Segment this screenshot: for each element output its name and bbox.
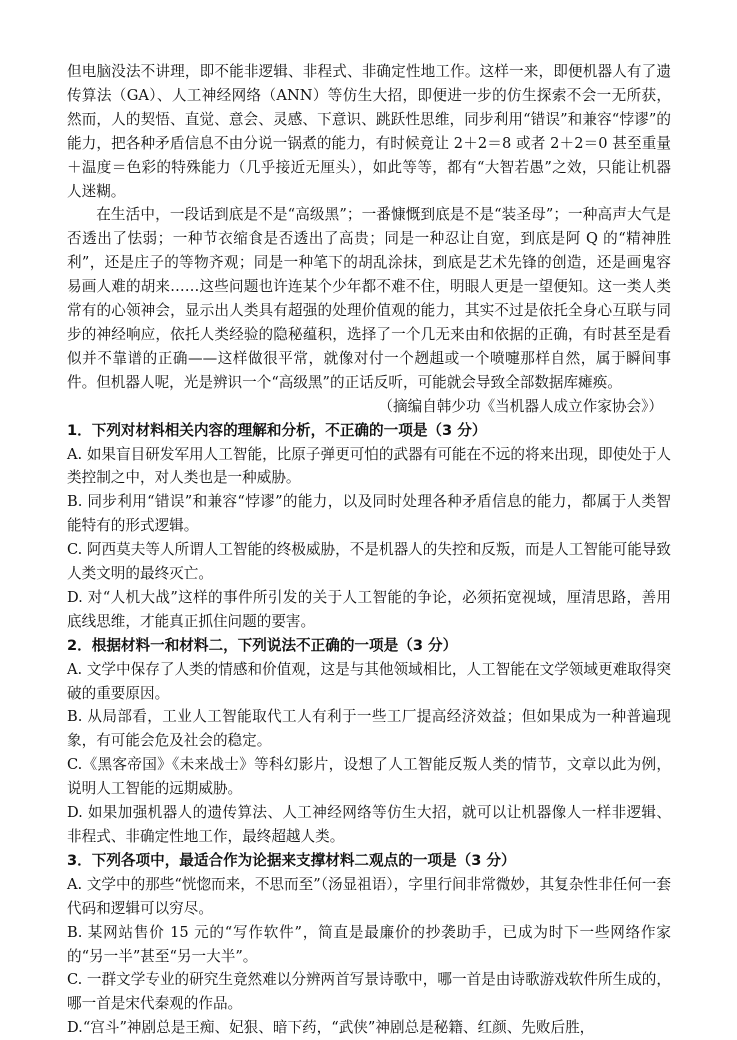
question-2 — [67, 634, 671, 849]
question-1-option-c: C. 阿西莫夫等人所谓人工智能的终极威胁，不是机器人的失控和反叛，而是人工智能可能导致人类文明的最终灭亡。 — [67, 541, 671, 583]
question-3-title: 3．下列各项中，最适合作为论据来支撑材料二观点的一项是（3 分） — [67, 851, 516, 869]
passage-source: （摘编自韩少功《当机器人成立作家协会》） — [378, 397, 663, 415]
question-2-title: 2．根据材料一和材料二，下列说法不正确的一项是（3 分） — [67, 636, 458, 654]
question-3-option-d: D.“宫斗”神剧总是王痴、妃狠、暗下药，“武侠”神剧总是秘籍、红颜、先败后胜， — [67, 1019, 595, 1037]
passage-paragraph-1: 但电脑没法不讲理，即不能非逻辑、非程式、非确定性地工作。这样一来，即便机器人有了遗传算法（GA）、人工神经网络（ANN）等仿生大招，即便进一步的仿生探索不会一无所获，然而，人的契悟、直觉、意会、灵感、下意识、跳跃性思维，同步利用“错误”和兼容“悖谬”的能力，把各种矛盾信息不由分说一锅煮的能力，有时候竟让 2＋2＝8 或者 2＋2＝0 甚至重量＋温度＝色彩的特殊能力（几乎接近无厘头），如此等等，都有“大智若愚”之效，只能让机器人迷糊。 — [67, 63, 671, 200]
question-2-option-c: C.《黑客帝国》《未来战士》等科幻影片，设想了人工智能反叛人类的情节，文章以此为例，说明人工智能的远期威胁。 — [67, 756, 671, 798]
question-2-option-a: A. 文学中保存了人类的情感和价值观，这是与其他领域相比，人工智能在文学领域更难取得突破的重要原因。 — [67, 660, 671, 702]
question-3-option-a: A. 文学中的那些“恍惚而来，不思而至”（汤显祖语），字里行间非常微妙，其复杂性非任何一套代码和逻辑可以穷尽。 — [67, 875, 671, 917]
question-3-option-c: C. 一群文学专业的研究生竟然难以分辨两首写景诗歌中，哪一首是由诗歌游戏软件所生成的，哪一首是宋代秦观的作品。 — [67, 971, 671, 1013]
question-2-option-d: D. 如果加强机器人的遗传算法、人工神经网络等仿生大招，就可以让机器像人一样非逻辑、非程式、非确定性地工作，最终超越人类。 — [67, 804, 671, 845]
question-3 — [67, 849, 671, 1040]
question-2-option-b: B. 从局部看，工业人工智能取代工人有利于一些工厂提高经济效益；但如果成为一种普遍现象，有可能会危及社会的稳定。 — [67, 708, 671, 750]
question-1 — [67, 419, 671, 634]
question-1-title: 1．下列对材料相关内容的理解和分析，不正确的一项是（3 分） — [67, 421, 487, 439]
question-1-option-a: A. 如果盲目研发军用人工智能，比原子弹更可怕的武器有可能在不远的将来出现，即使处于人类控制之中，对人类也是一种威胁。 — [67, 445, 671, 487]
question-1-option-b: B. 同步利用“错误”和兼容“悖谬”的能力，以及同时处理各种矛盾信息的能力，都属于人类智能特有的形式逻辑。 — [67, 493, 671, 535]
question-1-option-d: D. 对“人机大战”这样的事件所引发的关于人工智能的争论，必须拓宽视域，厘清思路，善用底线思维，才能真正抓住问题的要害。 — [67, 588, 671, 630]
question-3-option-b: B. 某网站售价 15 元的“写作软件”，简直是最廉价的抄袭助手，已成为时下一些网络作家的“另一半”甚至“另一大半”。 — [67, 923, 671, 965]
passage-paragraph-2: 在生活中，一段话到底是不是“高级黑”；一番慷慨到底是不是“装圣母”；一种高声大气是否透出了怯弱；一种节衣缩食是否透出了高贵；同是一种忍让自宽，到底是阿 Q 的“精神胜利”，还是庄子的等物齐观；同是一种笔下的胡乱涂抹，到底是艺术先锋的创造，还是画鬼容易画人难的胡来……这些问题也许连某个少年都不难不住，明眼人更是一望便知。这一类人类常有的心领神会，显示出人类具有超强的处理价值观的能力，其实不过是依托全身心互联与同步的神经响应，依托人类经验的隐秘蕴积，选择了一个几无来由和依据的正确，有时甚至是看似并不靠谱的正确——这样做很平常，就像对付一个趔趄或一个喷嚏那样自然，属于瞬间事件。但机器人呢，光是辨识一个“高级黑”的正话反听，可能就会导致全部数据库瘫痪。 — [67, 206, 671, 391]
